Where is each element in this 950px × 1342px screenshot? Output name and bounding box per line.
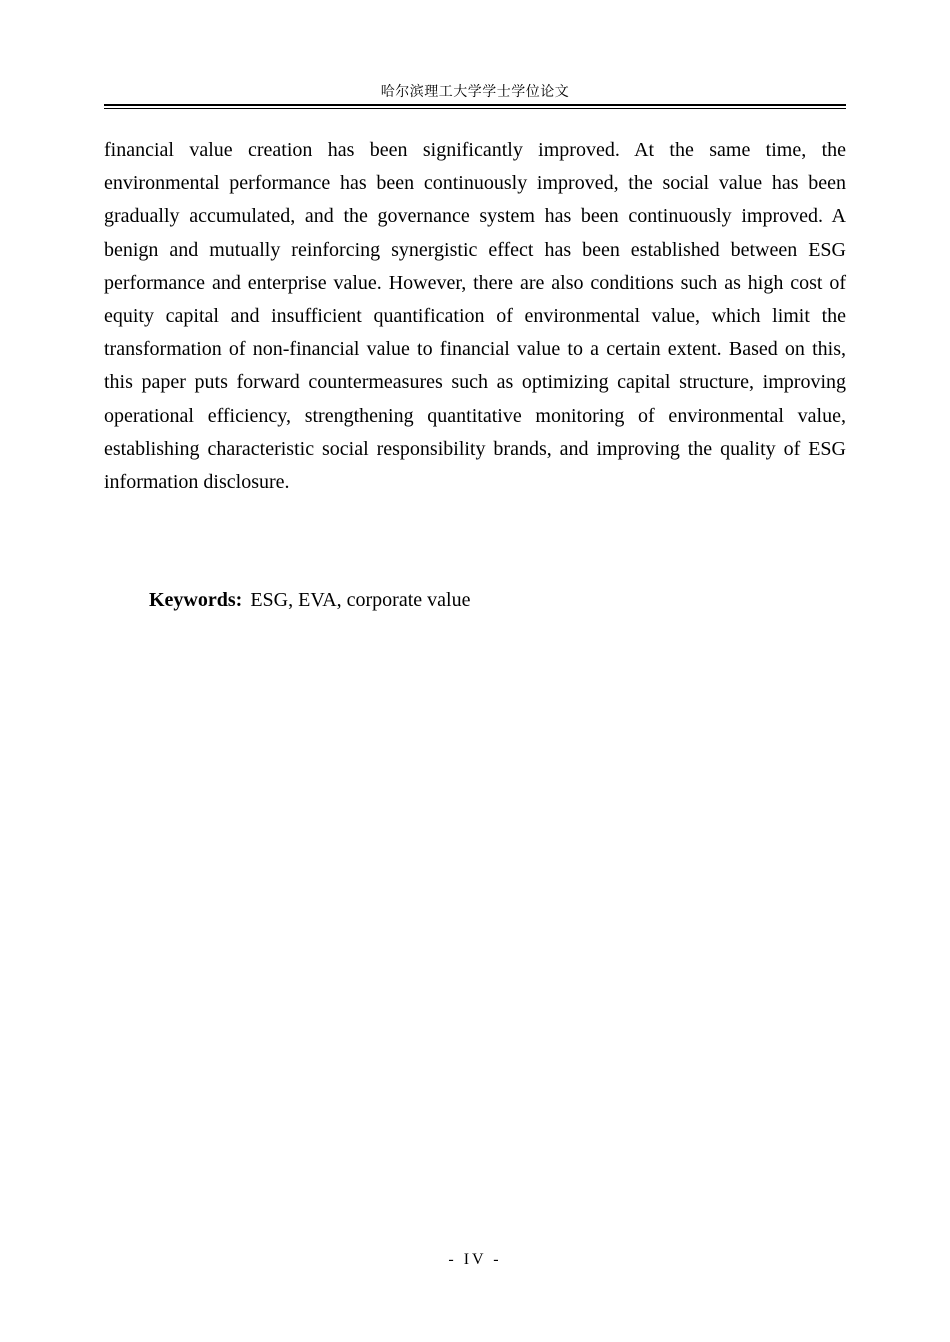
keywords-line — [149, 584, 470, 617]
abstract-paragraph: financial value creation has been significantly improved. At the same time, the environmental performance has been continuously improved, the social value has been gradually accumulated, and the governance system has been continuously improved. A benign and mutually reinforcing synergistic effect has been established between ESG performance and enterprise value. However, there are also conditions such as high cost of equity capital and insufficient quantification of environmental value, which limit the transformation of non-financial value to financial value to a certain extent. Based on this, this paper puts forward countermeasures such as optimizing capital structure, improving operational efficiency, strengthening quantitative monitoring of environmental value, establishing characteristic social responsibility brands, and improving the quality of ESG information disclosure. — [104, 139, 846, 494]
header-rule — [104, 104, 846, 109]
page-number: - IV - — [448, 1251, 502, 1268]
running-header: 哈尔滨理工大学学士学位论文 — [380, 85, 570, 100]
keywords-label: Keywords: — [149, 589, 243, 611]
keywords-values: ESG, EVA, corporate value — [250, 589, 471, 611]
